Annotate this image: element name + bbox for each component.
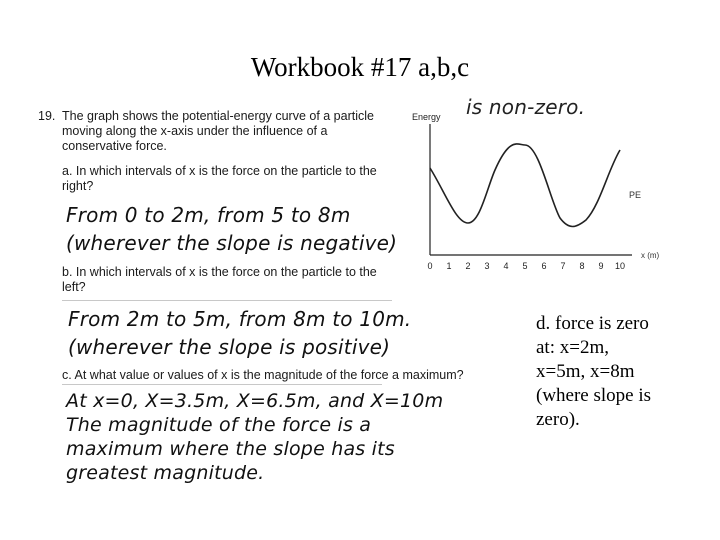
note-d-line: x=5m, x=8m (536, 361, 635, 382)
x-tick-label: 3 (484, 261, 490, 271)
x-tick-label: 5 (522, 261, 528, 271)
x-tick-labels (427, 261, 625, 271)
slide-title: Workbook #17 a,b,c (250, 52, 470, 82)
intro-line: moving along the x-axis under the influence of a (62, 124, 328, 138)
answer-c-line: At x=0, X=3.5m, X=6.5m, and X=10m (66, 390, 444, 412)
x-tick-label: 9 (598, 261, 604, 271)
question-b-line: b. In which intervals of x is the force on the particle to the (62, 265, 377, 279)
x-tick-label: 2 (465, 261, 471, 271)
x-tick-label: 7 (560, 261, 566, 271)
question-a (62, 164, 377, 194)
question-b (62, 265, 377, 295)
answer-c-line: The magnitude of the force is a (66, 414, 372, 436)
problem-number: 19. (38, 109, 56, 123)
x-tick-label: 10 (614, 261, 626, 271)
problem-intro (62, 109, 374, 154)
answer-d-note (536, 312, 706, 432)
note-d-line: (where slope is (536, 385, 652, 406)
x-tick-label: 0 (427, 261, 433, 271)
x-tick-label: 4 (503, 261, 509, 271)
answer-c-line: maximum where the slope has its (66, 438, 395, 460)
intro-line: The graph shows the potential-energy curve of a particle (62, 109, 374, 123)
x-tick-label: 1 (446, 261, 452, 271)
note-d-line: at: x=2m, (536, 337, 609, 358)
handwritten-answer-c (66, 390, 443, 484)
answer-c-line: greatest magnitude. (66, 462, 265, 484)
energy-curve (430, 144, 620, 227)
note-d-line: zero). (536, 409, 580, 430)
y-axis-label: Energy (412, 112, 441, 122)
handwritten-answer-b (68, 307, 411, 359)
answer-a-line: From 0 to 2m, from 5 to 8m (66, 203, 351, 227)
divider-line (62, 300, 392, 301)
divider-line (62, 384, 382, 385)
question-b-line: left? (62, 280, 86, 294)
question-c: c. At what value or values of x is the magnitude of the force a maximum? (62, 368, 464, 382)
handwritten-top-fragment: is non-zero. (466, 95, 586, 119)
potential-energy-graph (400, 100, 660, 280)
x-tick-label: 6 (541, 261, 547, 271)
x-axis-label: x (m) (641, 251, 660, 260)
x-tick-label: 8 (579, 261, 585, 271)
curve-label: PE (629, 190, 642, 200)
answer-a-line: (wherever the slope is negative) (66, 231, 398, 255)
question-a-line: a. In which intervals of x is the force on the particle to the (62, 164, 377, 178)
intro-line: conservative force. (62, 139, 167, 153)
answer-b-line: (wherever the slope is positive) (68, 335, 391, 359)
handwritten-answer-a (66, 203, 397, 255)
note-d-line: d. force is zero (536, 313, 649, 334)
answer-b-line: From 2m to 5m, from 8m to 10m. (68, 307, 412, 331)
question-a-line: right? (62, 179, 94, 193)
